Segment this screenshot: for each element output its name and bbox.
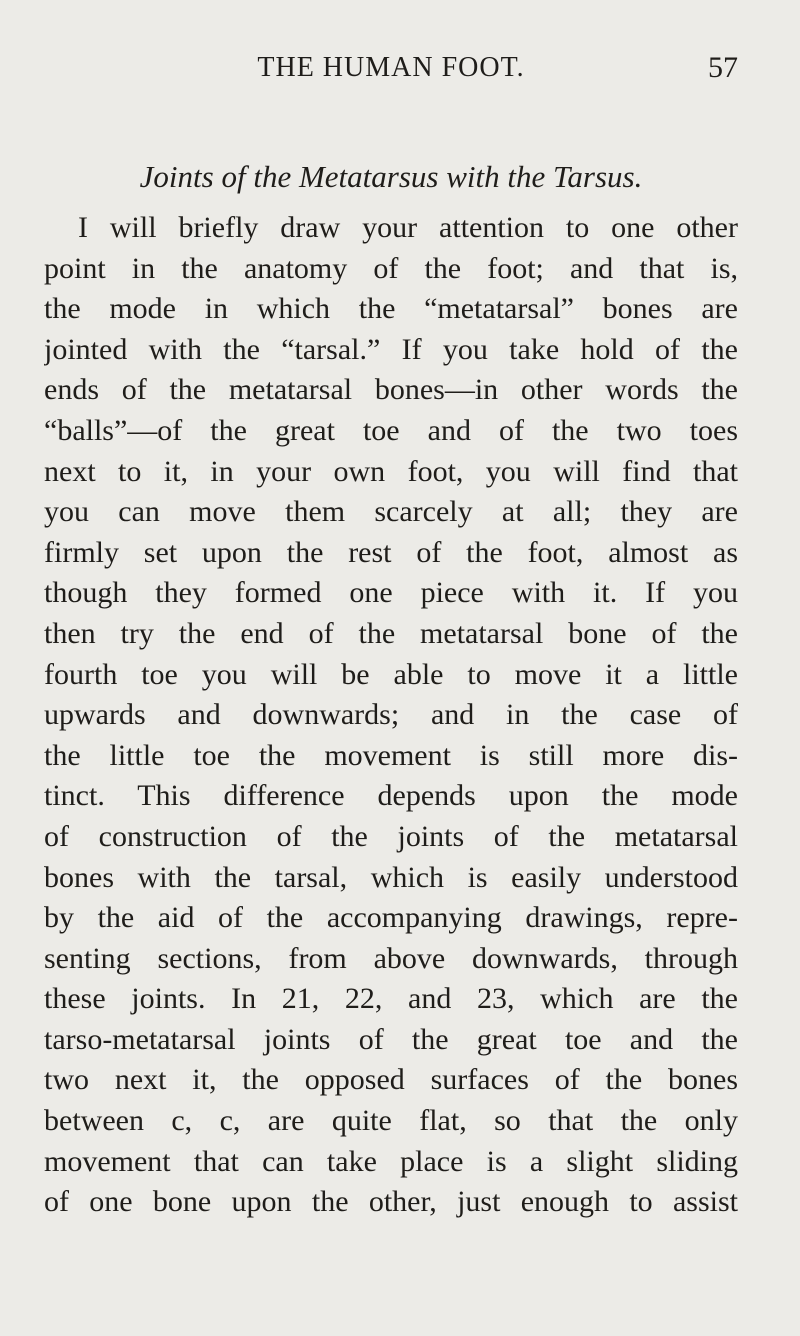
text-line: then try the end of the metatarsal bone of the — [44, 616, 738, 650]
running-head — [44, 48, 738, 88]
text-line: of one bone upon the other, just enough to assist — [44, 1185, 738, 1219]
text-line: next to it, in your own foot, you will find that — [44, 454, 738, 488]
text-line: between c, c, are quite flat, so that the only — [44, 1104, 738, 1138]
text-line: these joints. In 21, 22, and 23, which are the — [44, 982, 738, 1016]
text-line: jointed with the “tarsal.” If you take hold of the — [44, 332, 738, 366]
text-line: tinct. This difference depends upon the mode — [44, 779, 738, 813]
text-line: “balls”—of the great toe and of the two toes — [44, 413, 738, 447]
text-line: you can move them scarcely at all; they are — [44, 495, 738, 529]
page-number: 57 — [708, 51, 738, 84]
text-line: the mode in which the “metatarsal” bones are — [44, 292, 738, 326]
section-heading: Joints of the Metatarsus with the Tarsus. — [139, 159, 643, 194]
text-line: two next it, the opposed surfaces of the bones — [44, 1063, 738, 1097]
text-line: the little toe the movement is still more dis- — [44, 738, 738, 772]
text-line: point in the anatomy of the foot; and that is, — [44, 251, 738, 285]
text-line: though they formed one piece with it. If you — [44, 576, 738, 610]
text-line: ends of the metatarsal bones—in other words the — [44, 373, 738, 407]
text-line: senting sections, from above downwards, through — [44, 941, 738, 975]
text-line: fourth toe you will be able to move it a little — [44, 657, 738, 691]
running-title: THE HUMAN FOOT. — [257, 52, 525, 83]
text-line: tarso-metatarsal joints of the great toe and the — [44, 1022, 738, 1056]
text-line: upwards and downwards; and in the case of — [44, 698, 738, 732]
text-line: by the aid of the accompanying drawings, repre- — [44, 901, 738, 935]
text-line: I will briefly draw your attention to one other — [78, 211, 738, 244]
text-line: movement that can take place is a slight sliding — [44, 1144, 738, 1178]
text-line: bones with the tarsal, which is easily understood — [44, 860, 738, 894]
body-paragraph — [44, 208, 738, 1223]
text-line: firmly set upon the rest of the foot, almost as — [44, 535, 738, 569]
text-line: of construction of the joints of the metatarsal — [44, 819, 738, 853]
